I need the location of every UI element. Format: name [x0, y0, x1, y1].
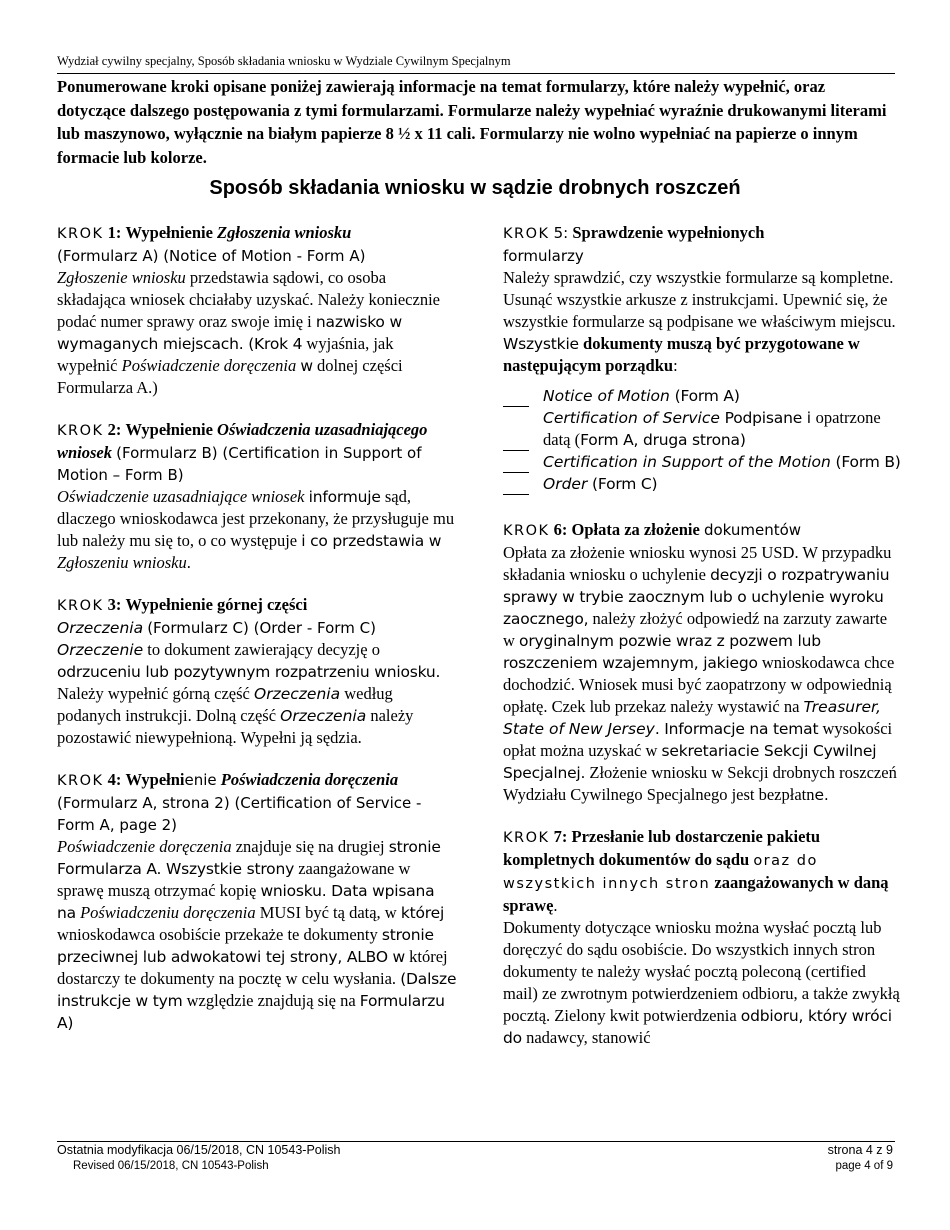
footer-page-english: page 4 of 9 — [835, 1160, 893, 1172]
page-title: Sposób składania wniosku w sądzie drobnych roszczeń — [209, 177, 741, 199]
checklist-item: Certification in Support of the Motion (Form B) — [503, 451, 903, 473]
header-rule — [57, 73, 895, 74]
footer-revision-polish: Ostatnia modyfikacja 06/15/2018, CN 10543-Polish — [57, 1143, 341, 1157]
step-1-body: Zgłoszenie wniosku przedstawia sądowi, co osoba składająca wniosek chciałaby uzyskać. Należy koniecznie podać numer sprawy oraz swoje imię i nazwisko w wymaganych miejscach. (Krok 4 wyjaśnia, jak wypełnić Poświadczenie doręczenia w dolnej części Formularza A.) — [57, 268, 440, 397]
document-checklist — [503, 385, 903, 495]
footer-revision-english: Revised 06/15/2018, CN 10543-Polish — [73, 1160, 269, 1172]
checklist-item: Notice of Motion (Form A) — [503, 385, 903, 407]
checklist-item: Order (Form C) — [503, 473, 903, 495]
step-7-body: Dokumenty dotyczące wniosku można wysłać pocztą lub doręczyć do sądu osobiście. Do wszystkich innych stron dokumenty te należy wysłać pocztą poleconą (certified mail) ze zwrotnym potwierdzeniem odbioru, a także zwykłą pocztą. Zielony kwit potwierdzenia odbioru, który wróci do nadawcy, stanowić — [503, 918, 900, 1047]
step-7 — [503, 826, 903, 1049]
checklist-item: Certification of Service Podpisane i opatrzone datą (Form A, druga strona) — [503, 407, 903, 451]
step-2-body: Oświadczenie uzasadniające wniosek informuje sąd, dlaczego wnioskodawca jest przekonany, że przysługuje mu lub należy mu się to, o co występuje i co przedstawia w Zgłoszeniu wniosku. — [57, 487, 455, 572]
footer-page-polish: strona 4 z 9 — [827, 1143, 893, 1157]
step-2-heading: KROK 2: Wypełnienie Oświadczenia uzasadniającego wniosek (Formularz B) (Certification in Support of Motion – Form B) — [57, 420, 428, 484]
checkbox-blank — [503, 432, 529, 451]
step-5-body: Należy sprawdzić, czy wszystkie formularze są kompletne. Usunąć wszystkie arkusze z instrukcjami. Upewnić się, że wszystkie formularze są podpisane we właściwym miejscu. Wszystkie dokumenty muszą być przygotowane w następującym porządku: — [503, 268, 896, 375]
step-6-heading: KROK 6: Opłata za złożenie dokumentów — [503, 520, 802, 539]
step-7-heading: KROK 7: Przesłanie lub dostarczenie pakietu kompletnych dokumentów do sądu oraz do wszystkich innych stron zaangażowanych w daną sprawę. — [503, 827, 889, 915]
step-6-body: Opłata za złożenie wniosku wynosi 25 USD. W przypadku składania wniosku o uchylenie decyzji o rozpatrywaniu sprawy w trybie zaocznym lub o uchylenie wyroku zaocznego, należy złożyć odpowiedź na zarzuty zawarte w oryginalnym pozwie wraz z pozwem lub roszczeniem wzajemnym, jakiego wnioskodawca chce dochodzić. Wniosek musi być zaopatrzony w odpowiednią opłatę. Czek lub przekaz należy wystawić na Treasurer, State of New Jersey. Informacje na temat wysokości opłat można uzyskać w sekretariacie Sekcji Cywilnej Specjalnej. Złożenie wniosku w Sekcji drobnych roszczeń Wydziału Cywilnego Specjalnego jest bezpłatne. — [503, 543, 897, 804]
step-3-heading: KROK 3: Wypełnienie górnej części Orzeczenia (Formularz C) (Order - Form C) — [57, 595, 376, 637]
step-4 — [57, 769, 457, 1034]
right-column — [503, 222, 903, 1069]
step-2 — [57, 419, 457, 574]
checkbox-blank — [503, 454, 529, 473]
checkbox-blank — [503, 476, 529, 495]
step-5 — [503, 222, 903, 377]
step-1 — [57, 222, 457, 399]
step-4-heading: KROK 4: Wypełnienie Poświadczenia doręczenia (Formularz A, strona 2) (Certification of Service - Form A, page 2) — [57, 770, 422, 834]
step-3 — [57, 594, 457, 749]
intro-paragraph: Ponumerowane kroki opisane poniżej zawierają informacje na temat formularzy, które należy wypełnić, oraz dotyczące dalszego postępowania z tymi formularzami. Formularze należy wypełniać wyraźnie drukowanymi literami lub maszynowo, wyłącznie na białym papierze 8 ½ x 11 cali. Formularzy nie wolno wypełniać na papierze o innym formacie lub kolorze. — [57, 77, 887, 167]
checkbox-blank — [503, 388, 529, 407]
left-column — [57, 222, 457, 1054]
step-4-body: Poświadczenie doręczenia znajduje się na drugiej stronie Formularza A. Wszystkie strony zaangażowane w sprawę muszą otrzymać kopię wniosku. Data wpisana na Poświadczeniu doręczenia MUSI być tą datą, w której wnioskodawca osobiście przekaże te dokumenty stronie przeciwnej lub adwokatowi tej strony, ALBO w której dostarczy te dokumenty na pocztę w celu wysłania. (Dalsze instrukcje w tym względzie znajdują się na Formularzu A) — [57, 837, 457, 1032]
step-6 — [503, 519, 903, 806]
step-1-heading: KROK 1: Wypełnienie Zgłoszenia wniosku (Formularz A) (Notice of Motion - Form A) — [57, 223, 366, 265]
footer-rule — [57, 1141, 895, 1142]
step-5-heading: KROK 5: Sprawdzenie wypełnionych formularzy — [503, 223, 765, 265]
step-3-body: Orzeczenie to dokument zawierający decyzję o odrzuceniu lub pozytywnym rozpatrzeniu wniosku. Należy wypełnić górną część Orzeczenia według podanych instrukcji. Dolną część Orzeczenia należy pozostawić niewypełnioną. Wypełni ją sędzia. — [57, 640, 441, 747]
running-header: Wydział cywilny specjalny, Sposób składania wniosku w Wydziale Cywilnym Specjalnym — [57, 54, 511, 68]
